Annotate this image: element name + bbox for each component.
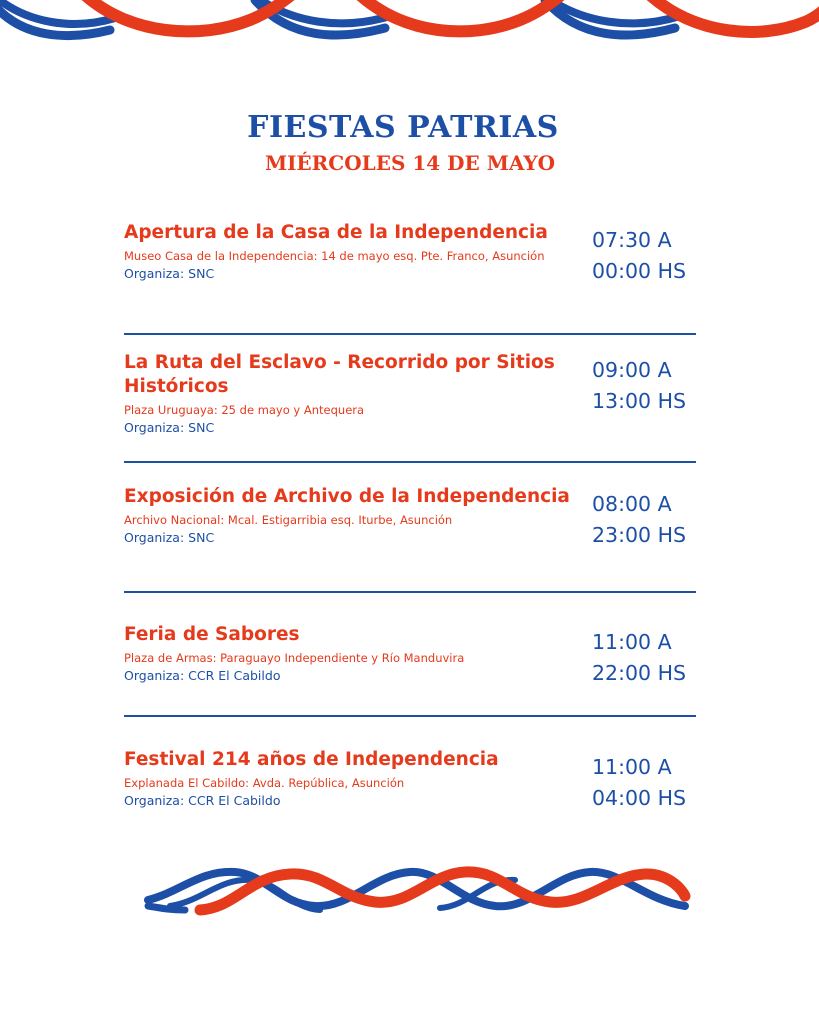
event-time xyxy=(592,355,702,417)
event-time xyxy=(592,489,702,551)
event-time xyxy=(592,225,702,287)
event-divider xyxy=(124,333,696,335)
event-place: Museo Casa de la Independencia: 14 de mayo esq. Pte. Franco, Asunción xyxy=(124,249,545,263)
event-time-start: 11:00 A xyxy=(592,755,672,779)
event-time xyxy=(592,627,702,689)
event-divider xyxy=(124,715,696,717)
event-organizer: Organiza: CCR El Cabildo xyxy=(124,793,281,808)
event-name: Feria de Sabores xyxy=(124,624,300,645)
event-name: La Ruta del Esclavo - Recorrido por Sitios Históricos xyxy=(124,352,555,397)
event-place: Explanada El Cabildo: Avda. República, Asunción xyxy=(124,776,405,790)
event-time-end: 13:00 HS xyxy=(592,389,687,413)
event-info xyxy=(124,623,576,685)
event-organizer: Organiza: SNC xyxy=(124,420,215,435)
event-time-end: 23:00 HS xyxy=(592,523,687,547)
event-divider xyxy=(124,461,696,463)
event-time-start: 08:00 A xyxy=(592,492,672,516)
event-time-end: 00:00 HS xyxy=(592,259,687,283)
ribbon-bottom-decoration xyxy=(140,862,692,922)
page-subtitle-date: MIÉRCOLES 14 DE MAYO xyxy=(264,151,556,175)
event-time-end: 22:00 HS xyxy=(592,661,687,685)
event-info xyxy=(124,748,576,810)
event-organizer: Organiza: CCR El Cabildo xyxy=(124,668,281,683)
ribbon-top-decoration xyxy=(0,0,819,48)
event-name: Festival 214 años de Independencia xyxy=(124,749,499,770)
event-place: Plaza Uruguaya: 25 de mayo y Antequera xyxy=(124,403,365,417)
event-name: Exposición de Archivo de la Independencia xyxy=(124,486,570,507)
event-place: Archivo Nacional: Mcal. Estigarribia esq. Iturbe, Asunción xyxy=(124,513,453,527)
event-place: Plaza de Armas: Paraguayo Independiente y Río Manduvira xyxy=(124,651,465,665)
page-title: FIESTAS PATRIAS xyxy=(247,110,559,145)
event-organizer: Organiza: SNC xyxy=(124,266,215,281)
event-name: Apertura de la Casa de la Independencia xyxy=(124,222,548,243)
event-organizer: Organiza: SNC xyxy=(124,530,215,545)
event-info xyxy=(124,221,576,283)
event-time-start: 09:00 A xyxy=(592,358,672,382)
event-divider xyxy=(124,591,696,593)
event-time xyxy=(592,752,702,814)
event-time-end: 04:00 HS xyxy=(592,786,687,810)
event-info xyxy=(124,351,576,437)
event-info xyxy=(124,485,576,547)
event-time-start: 11:00 A xyxy=(592,630,672,654)
event-time-start: 07:30 A xyxy=(592,228,672,252)
